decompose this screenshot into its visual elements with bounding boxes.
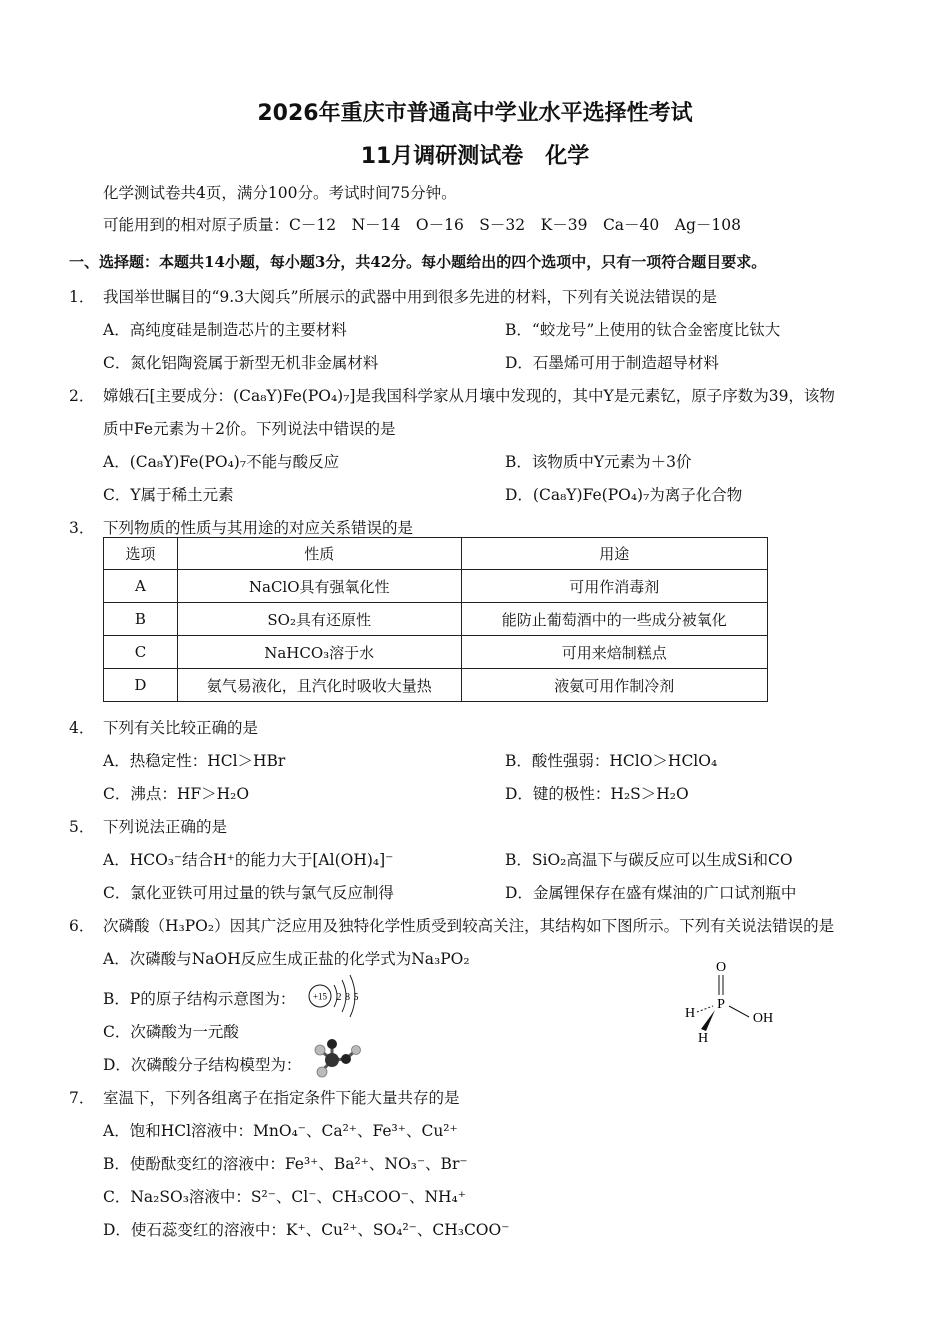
shell-electron-count: 2 (336, 992, 342, 1003)
table-cell: SO₂具有还原性 (177, 603, 461, 636)
option-c: C．Y属于稀土元素 (103, 486, 234, 504)
table-row (104, 570, 768, 603)
table-header: 用途 (461, 538, 768, 570)
table-header-row (104, 538, 768, 570)
question-number: 1． (69, 288, 95, 306)
section-heading: 一、选择题：本题共14小题，每小题3分，共42分。每小题给出的四个选项中，只有一项符合题目要求。 (69, 253, 767, 271)
table-row (104, 603, 768, 636)
table-cell: B (104, 603, 178, 636)
option-c: C．沸点：HF＞H₂O (103, 785, 250, 803)
oxygen-atom-ball (327, 1039, 337, 1049)
question-stem: 室温下，下列各组离子在指定条件下能大量共存的是 (103, 1089, 460, 1107)
table-cell: 可用来焙制糕点 (461, 636, 768, 669)
option-c: C．氮化铝陶瓷属于新型无机非金属材料 (103, 354, 379, 372)
table-row (104, 669, 768, 702)
question-stem: 嫦娥石[主要成分：(Ca₈Y)Fe(PO₄)₇]是我国科学家从月壤中发现的，其中Y是元素钇，原子序数为39，该物 (103, 387, 835, 405)
option-b: B．使酚酞变红的溶液中：Fe³⁺、Ba²⁺、NO₃⁻、Br⁻ (103, 1155, 468, 1173)
option-c: C．Na₂SO₃溶液中：S²⁻、Cl⁻、CH₃COO⁻、NH₄⁺ (103, 1188, 466, 1206)
option-b: B．SiO₂高温下与碳反应可以生成Si和CO (505, 851, 793, 869)
shell-electron-count: 5 (353, 992, 359, 1003)
phosphorus-atom-ball (325, 1053, 339, 1067)
question-number: 3． (69, 519, 95, 537)
exam-info-line: 化学测试卷共4页，满分100分。考试时间75分钟。 (103, 184, 457, 202)
hypophosphorous-acid-structure (675, 955, 785, 1047)
atom-label-o: O (715, 960, 727, 975)
atom-label-h: H (684, 1006, 696, 1021)
table-cell: NaClO具有强氧化性 (177, 570, 461, 603)
option-d: D．金属锂保存在盛有煤油的广口试剂瓶中 (505, 884, 797, 902)
phosphorus-atom-diagram (307, 970, 369, 1022)
option-d: D．(Ca₈Y)Fe(PO₄)₇为离子化合物 (505, 486, 743, 504)
table-cell: 可用作消毒剂 (461, 570, 768, 603)
table-cell: 液氨可用作制冷剂 (461, 669, 768, 702)
question-number: 2． (69, 387, 95, 405)
nucleus-charge: +15 (312, 991, 328, 1002)
atom-label-p: P (717, 997, 725, 1012)
question-number: 7． (69, 1089, 95, 1107)
table-header: 性质 (177, 538, 461, 570)
option-b: B．酸性强弱：HClO＞HClO₄ (505, 752, 718, 770)
option-a: A．饱和HCl溶液中：MnO₄⁻、Ca²⁺、Fe³⁺、Cu²⁺ (103, 1122, 458, 1140)
property-use-table (103, 537, 768, 702)
hydrogen-atom-ball (352, 1046, 361, 1055)
option-b: B．该物质中Y元素为＋3价 (505, 453, 692, 471)
question-stem: 下列说法正确的是 (103, 818, 228, 836)
option-a: A．(Ca₈Y)Fe(PO₄)₇不能与酸反应 (103, 453, 340, 471)
question-number: 6． (69, 917, 95, 935)
question-number: 5． (69, 818, 95, 836)
option-a: A．热稳定性：HCl＞HBr (103, 752, 286, 770)
question-stem: 下列物质的性质与其用途的对应关系错误的是 (103, 519, 414, 537)
molecule-model-image (310, 1038, 370, 1080)
atom-label-oh: OH (752, 1011, 774, 1026)
shell-electron-count: 8 (345, 992, 350, 1003)
question-stem: 次磷酸（H₃PO₂）因其广泛应用及独特化学性质受到较高关注，其结构如下图所示。下列有关说法错误的是 (103, 917, 835, 935)
option-d: D．键的极性：H₂S＞H₂O (505, 785, 689, 803)
option-a: A．高纯度硅是制造芯片的主要材料 (103, 321, 347, 339)
table-header: 选项 (104, 538, 178, 570)
atom-label-h: H (697, 1031, 709, 1046)
question-stem-continued: 质中Fe元素为＋2价。下列说法中错误的是 (103, 420, 396, 438)
question-number: 4． (69, 719, 95, 737)
table-cell: 能防止葡萄酒中的一些成分被氧化 (461, 603, 768, 636)
option-b: B．P的原子结构示意图为： (103, 990, 296, 1008)
table-cell: NaHCO₃溶于水 (177, 636, 461, 669)
hydrogen-atom-ball (315, 1045, 325, 1055)
exam-title: 2026年重庆市普通高中学业水平选择性考试 (257, 101, 693, 126)
option-c: C．氯化亚铁可用过量的铁与氯气反应制得 (103, 884, 394, 902)
option-c: C．次磷酸为一元酸 (103, 1023, 239, 1041)
hydrogen-atom-ball (317, 1067, 327, 1077)
option-d: D．次磷酸分子结构模型为： (103, 1056, 302, 1074)
option-a: A．HCO₃⁻结合H⁺的能力大于[Al(OH)₄]⁻ (103, 851, 394, 869)
table-cell: C (104, 636, 178, 669)
table-cell: A (104, 570, 178, 603)
option-d: D．石墨烯可用于制造超导材料 (505, 354, 719, 372)
table-row (104, 636, 768, 669)
option-b: B．“蛟龙号”上使用的钛合金密度比钛大 (505, 321, 781, 339)
table-cell: D (104, 669, 178, 702)
oxygen-atom-ball (341, 1054, 351, 1064)
atomic-mass-line: 可能用到的相对原子质量：C－12 N－14 O－16 S－32 K－39 Ca－40 Ag－108 (103, 216, 741, 234)
option-a: A．次磷酸与NaOH反应生成正盐的化学式为Na₃PO₂ (103, 950, 470, 968)
table-cell: 氨气易液化，且汽化时吸收大量热 (177, 669, 461, 702)
question-stem: 我国举世瞩目的“9.3大阅兵”所展示的武器中用到很多先进的材料，下列有关说法错误的是 (103, 288, 718, 306)
exam-subtitle: 11月调研测试卷 化学 (360, 144, 590, 169)
option-d: D．使石蕊变红的溶液中：K⁺、Cu²⁺、SO₄²⁻、CH₃COO⁻ (103, 1221, 510, 1239)
question-stem: 下列有关比较正确的是 (103, 719, 259, 737)
